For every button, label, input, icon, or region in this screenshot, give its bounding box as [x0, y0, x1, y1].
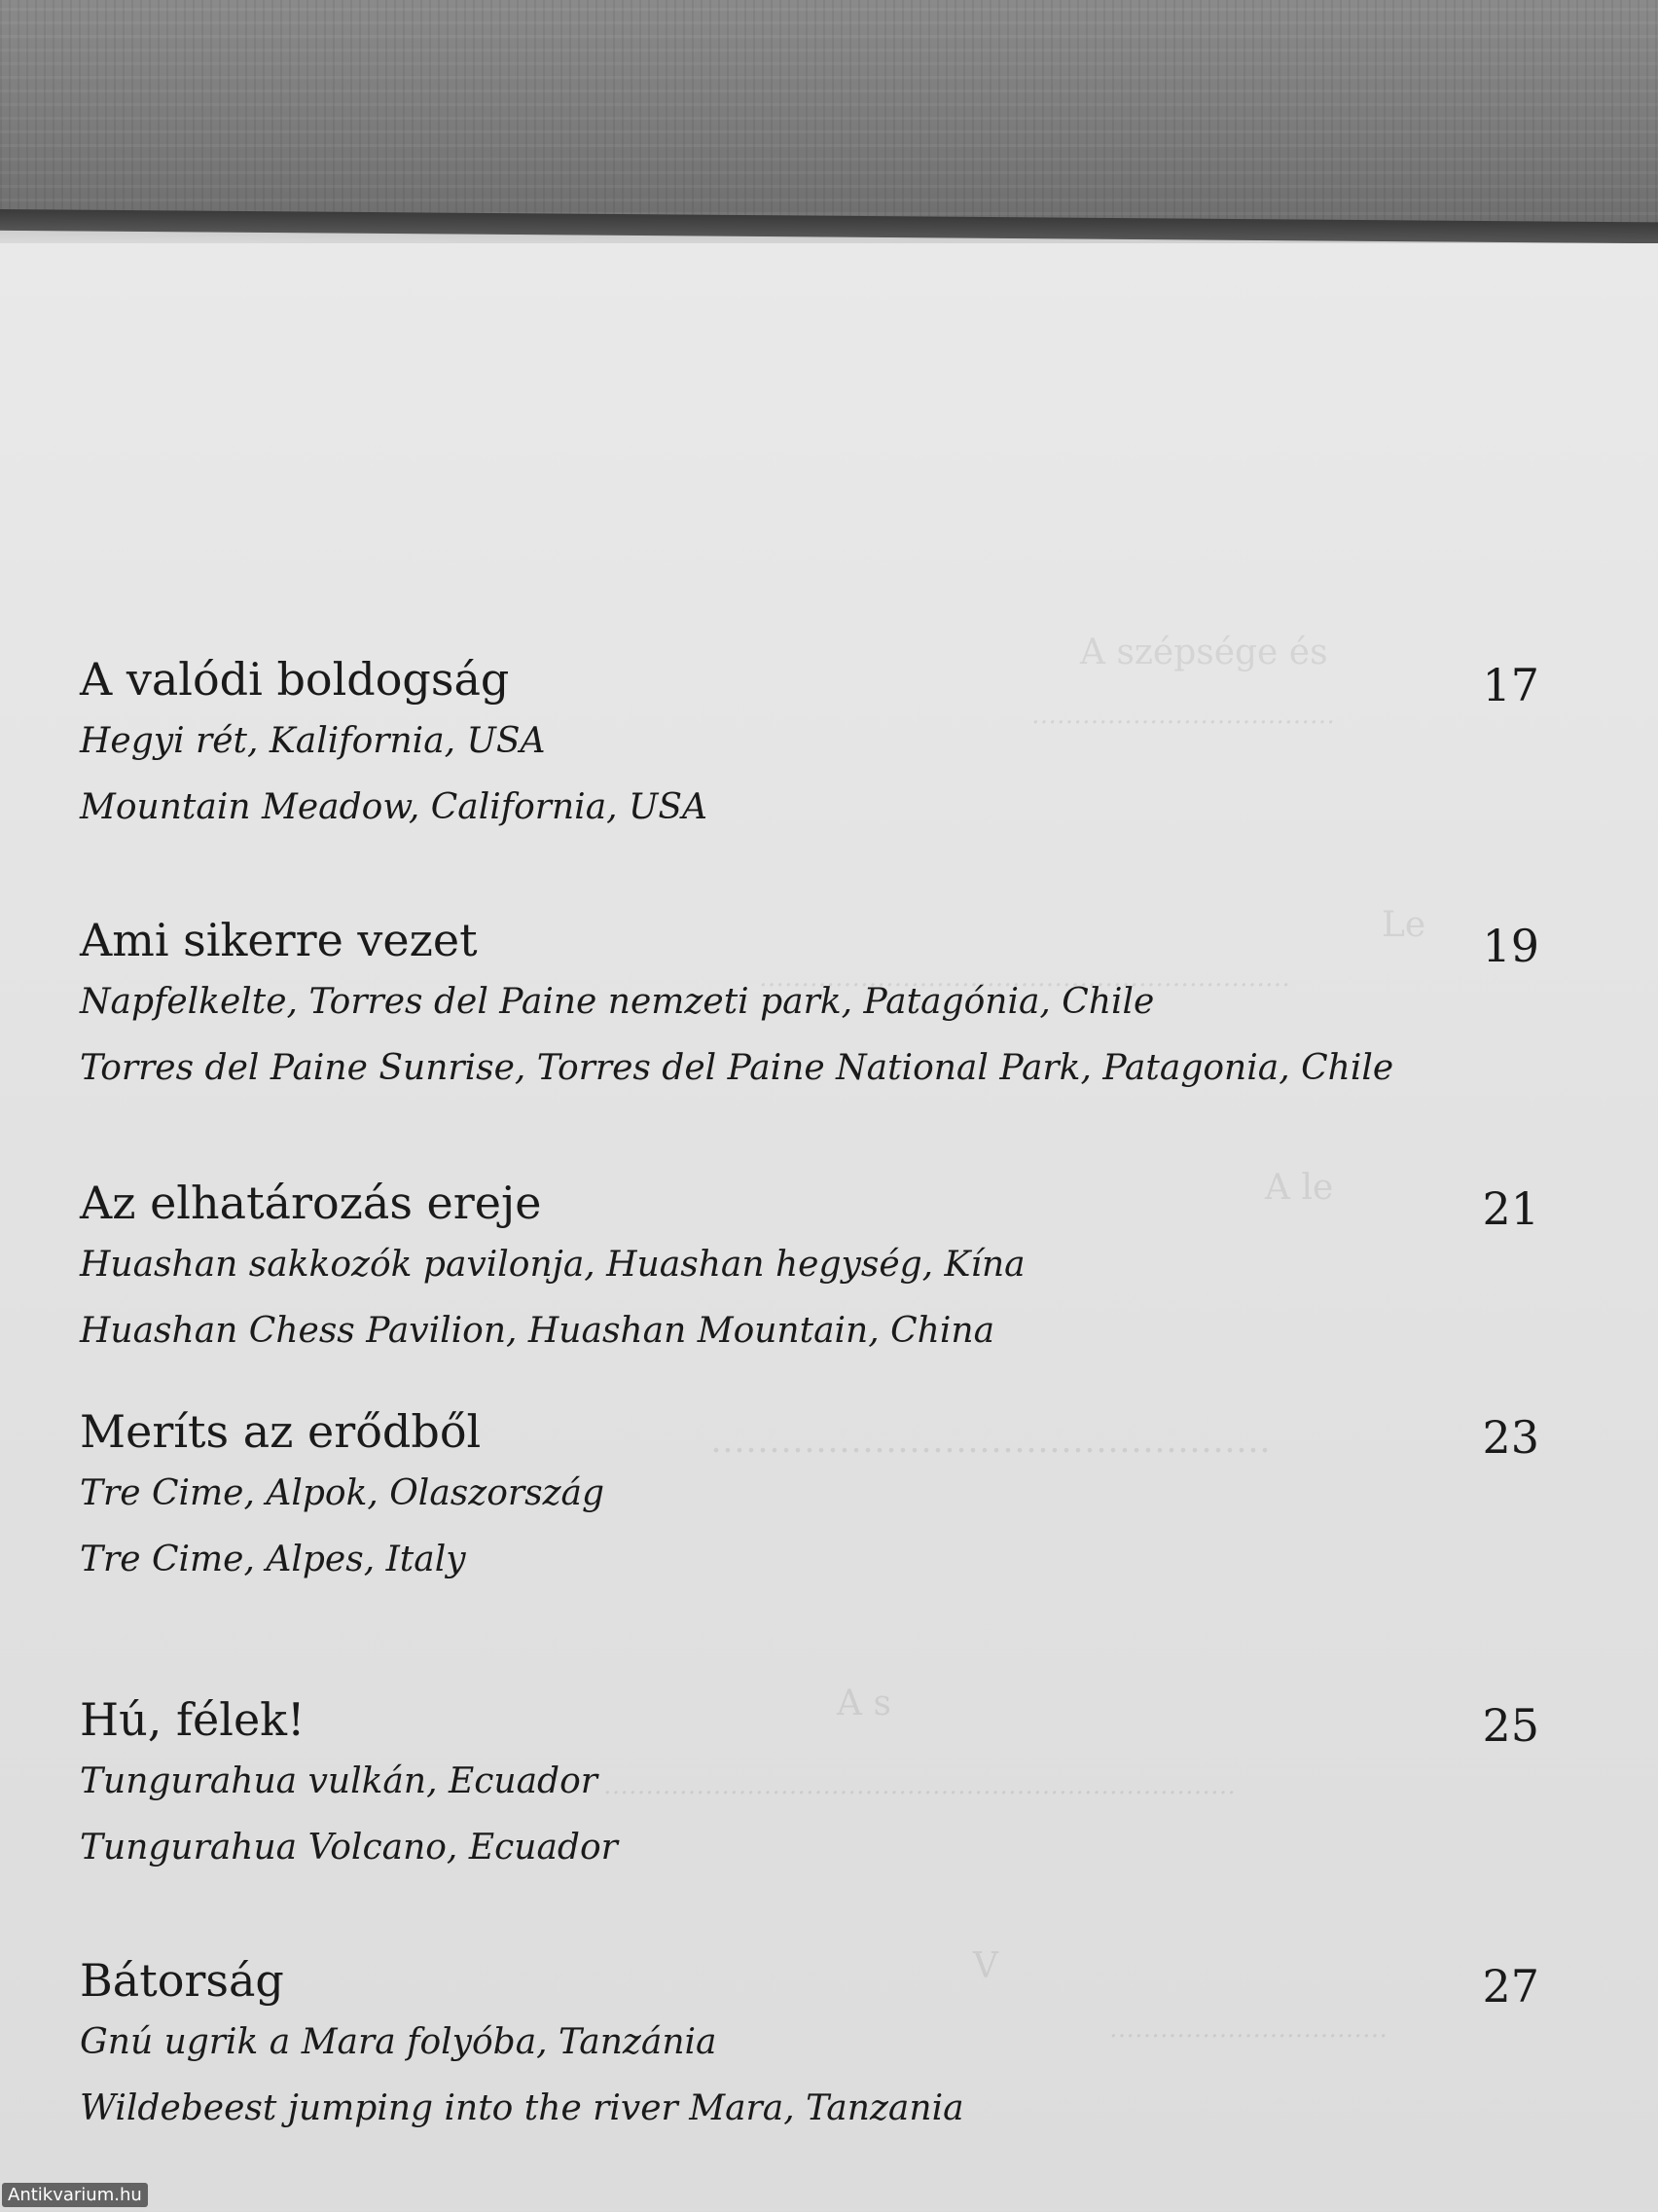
- entry-subtitle-en: Wildebeest jumping into the river Mara, Tanzania: [80, 2088, 964, 2128]
- entry-page-number: 21: [1482, 1182, 1539, 1235]
- entry-title: Ami sikerre vezet: [80, 914, 478, 966]
- entry-subtitle-en: Mountain Meadow, California, USA: [80, 787, 708, 827]
- bleed-through-decoration: A szépsége és: [1080, 633, 1328, 672]
- bleed-through-decoration: V: [973, 1946, 998, 1986]
- entry-page-number: 27: [1482, 1960, 1539, 2013]
- entry-subtitle-hu: Napfelkelte, Torres del Paine nemzeti park, Patagónia, Chile: [80, 982, 1155, 1022]
- entry-page-number: 25: [1482, 1699, 1539, 1752]
- entry-title: Meríts az erődből: [80, 1405, 482, 1458]
- toc-entry: [80, 911, 1539, 1174]
- entry-page-number: 17: [1482, 659, 1539, 711]
- toc-entry: [80, 1402, 1539, 1690]
- bleed-through-decoration: ………………………………………………………: [759, 963, 1290, 993]
- bleed-through-decoration: A s: [837, 1684, 891, 1723]
- entry-subtitle-hu: Gnú ugrik a Mara folyóba, Tanzánia: [80, 2022, 717, 2062]
- entry-subtitle-hu: Huashan sakkozók pavilonja, Huashan hegység, Kína: [80, 1245, 1026, 1285]
- entry-subtitle-en: Tungurahua Volcano, Ecuador: [80, 1828, 618, 1868]
- bleed-through-decoration: ………………………………: [1031, 701, 1335, 730]
- toc-entry: [80, 1174, 1539, 1402]
- entry-subtitle-hu: Tungurahua vulkán, Ecuador: [80, 1761, 597, 1801]
- bleed-through-decoration: ……………………………: [1109, 2014, 1388, 2044]
- bleed-through-decoration: Le: [1382, 905, 1426, 945]
- toc-entry: [80, 1951, 1539, 2212]
- table-surface: [0, 0, 1658, 229]
- entry-page-number: 19: [1482, 920, 1539, 972]
- entry-title: A valódi boldogság: [80, 653, 510, 706]
- bleed-through-decoration: A le: [1265, 1168, 1334, 1208]
- entry-subtitle-en: Torres del Paine Sunrise, Torres del Paine National Park, Patagonia, Chile: [80, 1048, 1394, 1088]
- entry-subtitle-en: Huashan Chess Pavilion, Huashan Mountain, China: [80, 1311, 995, 1351]
- bleed-through-decoration: …………………………………………………………………: [603, 1771, 1236, 1800]
- site-watermark: Antikvarium.hu: [2, 2183, 148, 2207]
- entry-title: Bátorság: [80, 1954, 284, 2007]
- entry-page-number: 23: [1482, 1411, 1539, 1464]
- entry-subtitle-hu: Hegyi rét, Kalifornia, USA: [80, 721, 546, 761]
- toc-entry: [80, 1690, 1539, 1951]
- entry-subtitle-hu: Tre Cime, Alpok, Olaszország: [80, 1473, 605, 1513]
- entry-title: Hú, félek!: [80, 1693, 306, 1746]
- bleed-through-decoration: …………………………………………: [710, 1421, 1271, 1461]
- entry-subtitle-en: Tre Cime, Alpes, Italy: [80, 1540, 466, 1579]
- entry-title: Az elhatározás ereje: [80, 1177, 542, 1229]
- table-of-contents: [80, 650, 1539, 2212]
- toc-entry: [80, 650, 1539, 911]
